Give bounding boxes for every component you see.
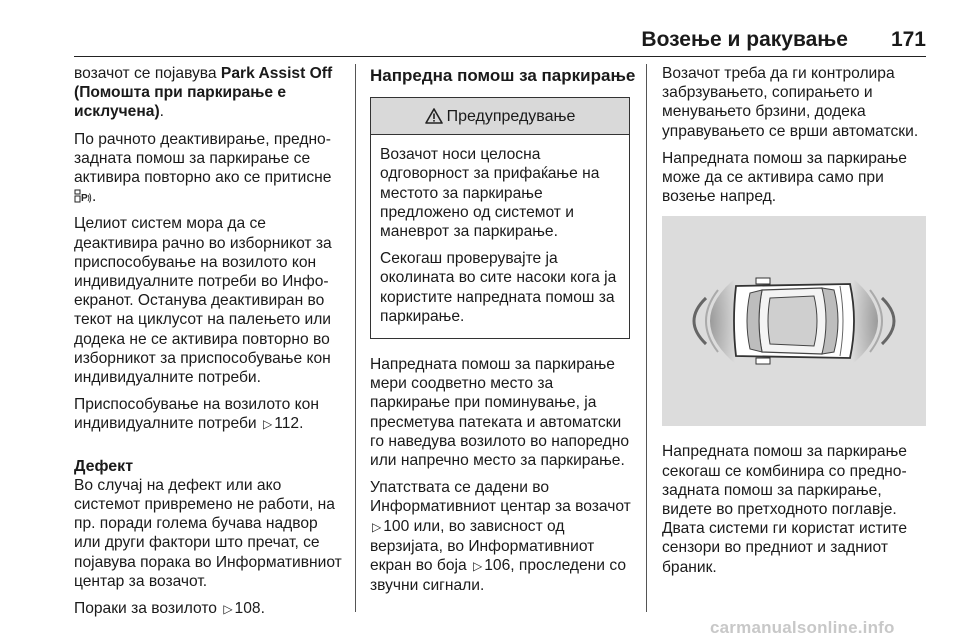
- page-reference-link[interactable]: 112.: [274, 415, 304, 433]
- page-header: [74, 26, 926, 57]
- page-reference-link[interactable]: 100 или, во зависност од верзијата, во Информативниот екран во боја: [370, 517, 595, 575]
- paragraph: Приспособување на возилото кон индивидуалните потреби ▷ 112.: [74, 395, 346, 434]
- triangle-right-icon: ▷: [262, 417, 273, 432]
- section-heading: Напредна помош за паркирање: [370, 66, 636, 85]
- svg-text:P: P: [81, 193, 88, 204]
- paragraph: Пораки за возилото ▷ 108.: [74, 599, 346, 619]
- paragraph: Упатствата се дадени во Информативниот центар за возачот ▷ 100 или, во зависност од верзијата, во Информативниот екран во боја ▷ 106, проследени со звучни сигнали.: [370, 479, 631, 595]
- page-number: 171: [890, 28, 926, 51]
- car-top-view-icon: [662, 216, 926, 426]
- chapter-title: Возење и ракување: [641, 28, 848, 51]
- paragraph: Секогаш проверувајте ја околината во сите насоки кога ја користите напредната помош за паркирање.: [380, 250, 617, 325]
- column-right: [662, 64, 926, 585]
- section-heading: Дефект: [74, 457, 134, 475]
- paragraph: Целиот систем мора да се деактивира рачно во изборникот за приспособување на возилото кон индивидуалните потреби во Инфо-екранот. Останува деактивиран во текот на циклусот на палењето или додека не се активира повторно во изборникот за приспособување кон индивидуалните потреби.: [74, 215, 332, 387]
- paragraph: Возачот треба да ги контролира забрзувањето, сопирањето и менувањето брзини, додека управувањето се врши автоматски.: [662, 65, 919, 140]
- column-divider: [646, 64, 647, 612]
- warning-triangle-icon: [425, 108, 443, 124]
- paragraph: По рачното деактивирање, предно-задната помош за паркирање се активира повторно ако се притисне P .: [74, 130, 332, 206]
- warning-box: [370, 97, 630, 339]
- paragraph: Напредната помош за паркирање секогаш се комбинира со предно-задната помош за паркирање, видете во претходното поглавје. Двата системи ги користат истите сензори во предниот и задниот браник.: [662, 443, 908, 576]
- parking-sensor-illustration: [662, 216, 926, 426]
- triangle-right-icon: ▷: [372, 519, 382, 534]
- page-reference-link[interactable]: 106, проследени со звучни сигнали.: [370, 557, 626, 595]
- triangle-right-icon: ▷: [472, 559, 483, 574]
- warning-title: Предупредување: [446, 107, 576, 125]
- warning-body: [371, 135, 629, 338]
- page-reference-link[interactable]: 108.: [234, 600, 265, 618]
- status-message: Park Assist Off (Помошта при паркирање е исклучена): [74, 65, 333, 121]
- watermark: carmanualsonline.info: [710, 618, 895, 637]
- paragraph: Во случај на дефект или ако системот привремено не работи, на пр. поради голема бучава надвор или други фактори што пречат, се појавува порака во Информативниот центар за возачот.: [74, 476, 342, 590]
- column-middle: [370, 64, 636, 603]
- column-divider: [355, 64, 356, 612]
- triangle-right-icon: ▷: [223, 602, 233, 617]
- paragraph: Напредната помош за паркирање мери соодветно место за паркирање при поминување, ја пресметува патеката и автоматски го наведува возилото во напоредно или напречно место за паркирање.: [370, 356, 630, 470]
- parking-assist-icon: [74, 189, 92, 203]
- paragraph: Напредната помош за паркирање може да се активира само при возење напред.: [662, 149, 907, 206]
- paragraph: возачот се појавува Park Assist Off (Помошта при паркирање е исклучена).: [74, 65, 333, 121]
- column-left: [74, 64, 346, 627]
- warning-header: [371, 98, 629, 135]
- paragraph: Возачот носи целосна одговорност за прифаќање на местото за паркирање предложено од системот и маневрот за паркирање.: [380, 146, 600, 241]
